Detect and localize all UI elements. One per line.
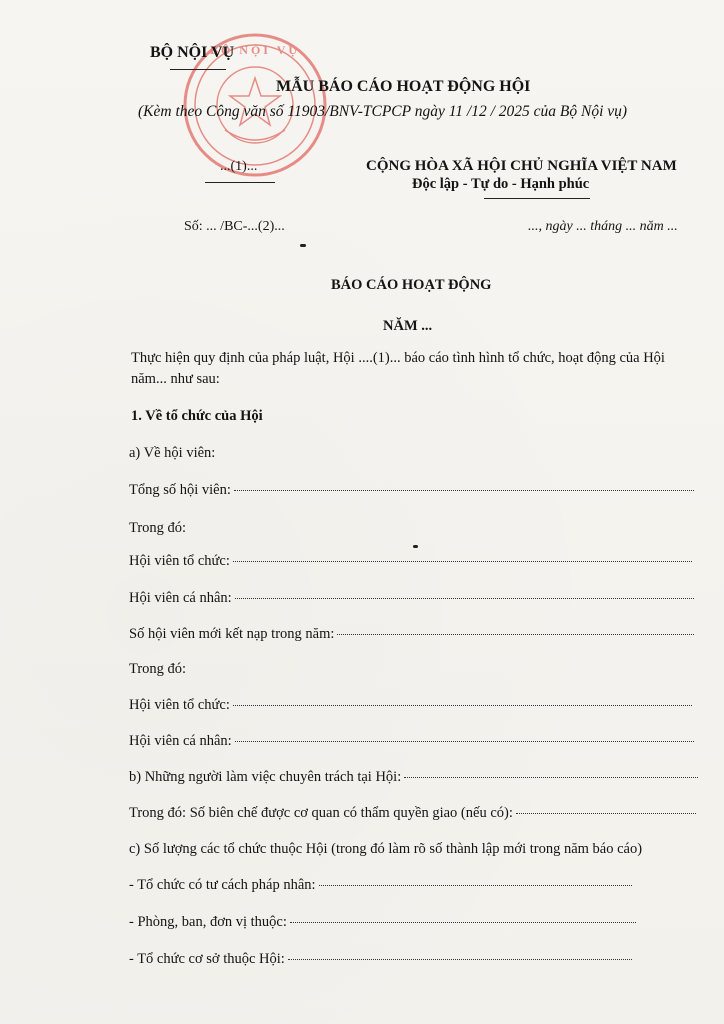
motto-underline: [484, 198, 590, 199]
field-label: Hội viên tổ chức:: [129, 697, 230, 713]
field-label: Trong đó: Số biên chế được cơ quan có thẩm quyền giao (nếu có):: [129, 805, 513, 821]
intro-paragraph-line-2: năm... như sau:: [131, 371, 220, 387]
section-heading: 1. Về tổ chức của Hội: [131, 408, 263, 424]
field-label: a) Về hội viên:: [129, 445, 216, 461]
document-number: Số: ... /BC-...(2)...: [184, 219, 285, 234]
form-fill-line[interactable]: [129, 733, 694, 750]
form-label-line: [129, 520, 186, 537]
field-label: Số hội viên mới kết nạp trong năm:: [129, 626, 335, 642]
field-label: - Phòng, ban, đơn vị thuộc:: [129, 914, 287, 930]
form-label-line: [129, 841, 642, 858]
national-title: CỘNG HÒA XÃ HỘI CHỦ NGHĨA VIỆT NAM: [366, 158, 677, 174]
dotted-blank[interactable]: [235, 741, 694, 742]
form-fill-line[interactable]: [129, 805, 696, 822]
field-label: - Tổ chức có tư cách pháp nhân:: [129, 877, 316, 893]
field-label: Hội viên cá nhân:: [129, 590, 232, 606]
dotted-blank[interactable]: [288, 959, 632, 960]
document-date: ..., ngày ... tháng ... năm ...: [528, 219, 678, 234]
form-fill-line[interactable]: [129, 482, 694, 499]
field-label: Trong đó:: [129, 661, 187, 677]
organization-underline: [205, 182, 275, 183]
dotted-blank[interactable]: [319, 885, 632, 886]
national-motto: Độc lập - Tự do - Hạnh phúc: [412, 176, 590, 192]
form-subtitle: (Kèm theo Công văn số 11903/BNV-TCPCP ngày 11 /12 / 2025 của Bộ Nội vụ): [138, 103, 628, 120]
dotted-blank[interactable]: [404, 777, 698, 778]
organization-placeholder: ...(1)...: [220, 159, 258, 174]
form-fill-line[interactable]: [129, 951, 632, 968]
dotted-blank[interactable]: [235, 598, 694, 599]
dotted-blank[interactable]: [337, 634, 694, 635]
ink-mark: [413, 545, 418, 548]
field-label: Trong đó:: [129, 520, 187, 536]
report-year: NĂM ...: [383, 318, 433, 334]
form-title: MẪU BÁO CÁO HOẠT ĐỘNG HỘI: [276, 78, 531, 95]
dotted-blank[interactable]: [290, 922, 636, 923]
field-label: b) Những người làm việc chuyên trách tại Hội:: [129, 769, 402, 785]
field-label: c) Số lượng các tổ chức thuộc Hội (trong đó làm rõ số thành lập mới trong năm báo cáo): [129, 841, 643, 857]
ministry-name: BỘ NỘI VỤ: [150, 44, 235, 61]
form-fill-line[interactable]: [129, 626, 694, 643]
dotted-blank[interactable]: [233, 561, 692, 562]
form-fill-line[interactable]: [129, 877, 632, 894]
form-fill-line[interactable]: [129, 914, 636, 931]
form-fill-line[interactable]: [129, 590, 694, 607]
intro-paragraph-line-1: Thực hiện quy định của pháp luật, Hội ....(1)... báo cáo tình hình tổ chức, hoạt động của Hội: [131, 350, 665, 366]
field-label: - Tổ chức cơ sở thuộc Hội:: [129, 951, 285, 967]
form-fill-line[interactable]: [129, 697, 692, 714]
form-fill-line[interactable]: [129, 553, 692, 570]
dotted-blank[interactable]: [233, 705, 692, 706]
ministry-underline: [170, 69, 226, 70]
field-label: Hội viên cá nhân:: [129, 733, 232, 749]
ink-mark: [300, 244, 306, 247]
field-label: Hội viên tổ chức:: [129, 553, 230, 569]
form-fill-line[interactable]: [129, 769, 698, 786]
form-label-line: [129, 445, 215, 462]
report-title: BÁO CÁO HOẠT ĐỘNG: [331, 277, 492, 293]
dotted-blank[interactable]: [516, 813, 696, 814]
field-label: Tổng số hội viên:: [129, 482, 231, 498]
svg-text:BỘ NỘI VỤ: BỘ NỘI VỤ: [209, 43, 301, 57]
form-label-line: [129, 661, 186, 678]
dotted-blank[interactable]: [234, 490, 694, 491]
